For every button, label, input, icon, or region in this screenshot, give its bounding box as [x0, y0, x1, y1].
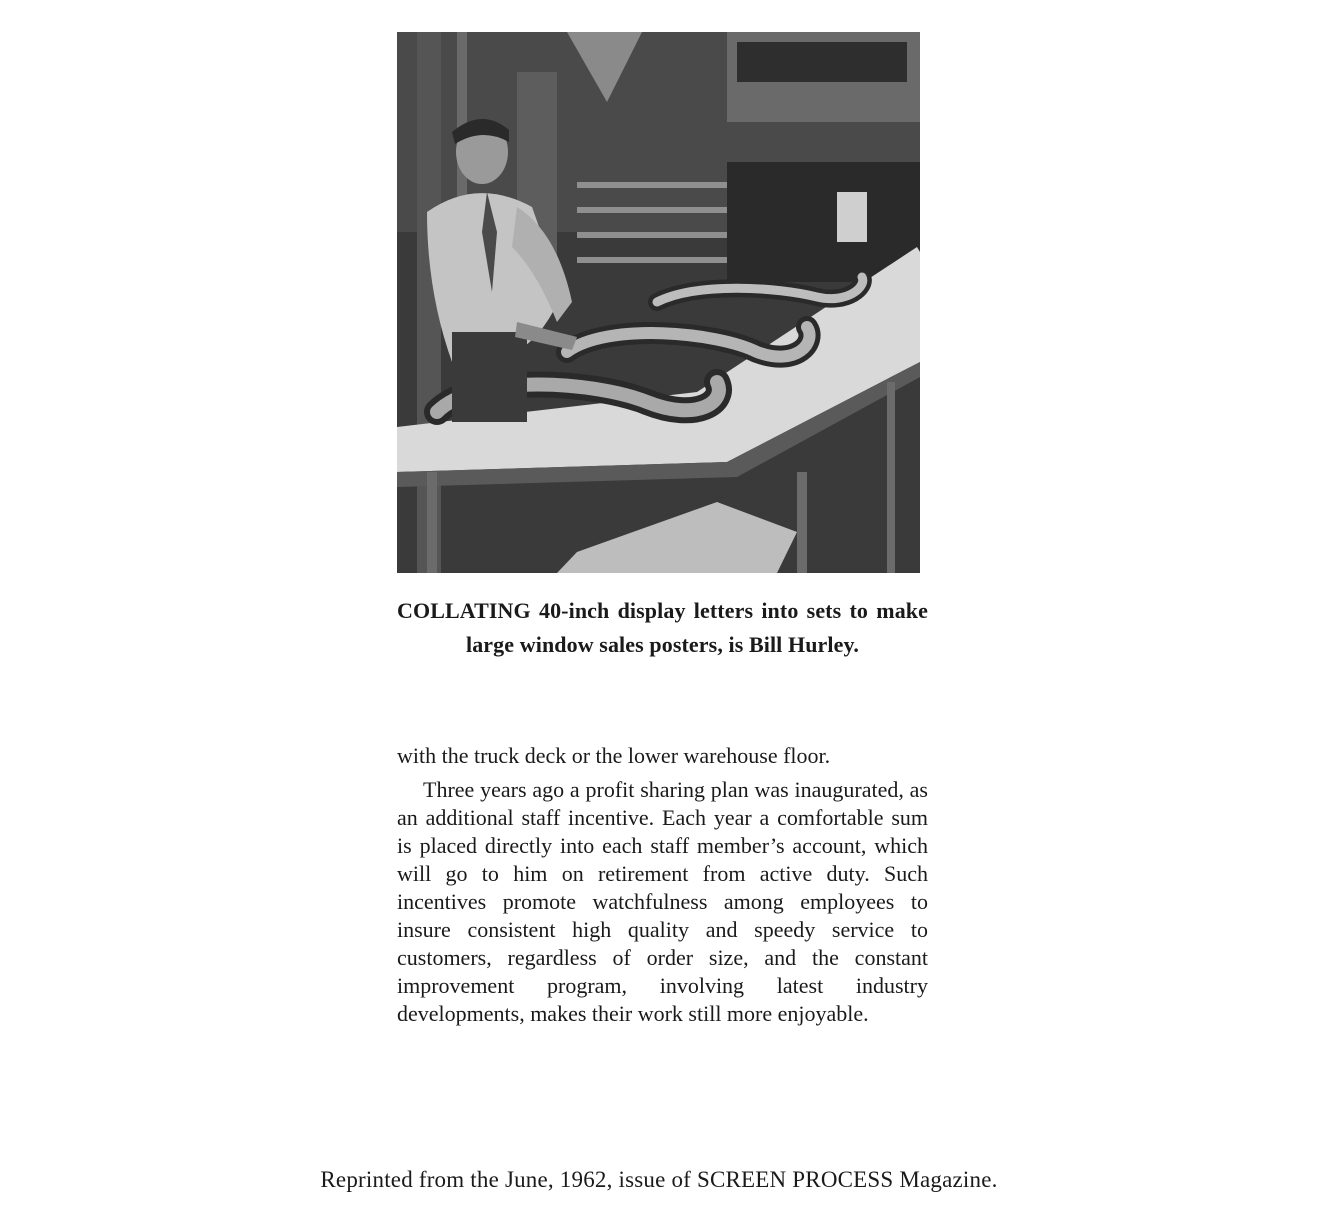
- article-paragraph: Three years ago a profit sharing plan was inaugurated, as an additional staff incentive. Each year a comfortable sum is placed directly into each staff member’s account, which will go to him on retirement from active duty. Such incentives promote watchfulness among employees to insure consistent high quality and speedy service to customers, regardless of order size, and the constant improvement program, involving latest industry developments, makes their work still more enjoyable.: [397, 777, 928, 1026]
- article-body: [397, 742, 928, 1028]
- photo-caption: COLLATING 40-inch display letters into sets to make large window sales posters, is Bill Hurley.: [397, 598, 928, 657]
- article-paragraph: with the truck deck or the lower warehouse floor.: [397, 743, 831, 768]
- reprint-credit: Reprinted from the June, 1962, issue of SCREEN PROCESS Magazine.: [320, 1167, 998, 1192]
- photo-collating-display-letters: [397, 32, 920, 573]
